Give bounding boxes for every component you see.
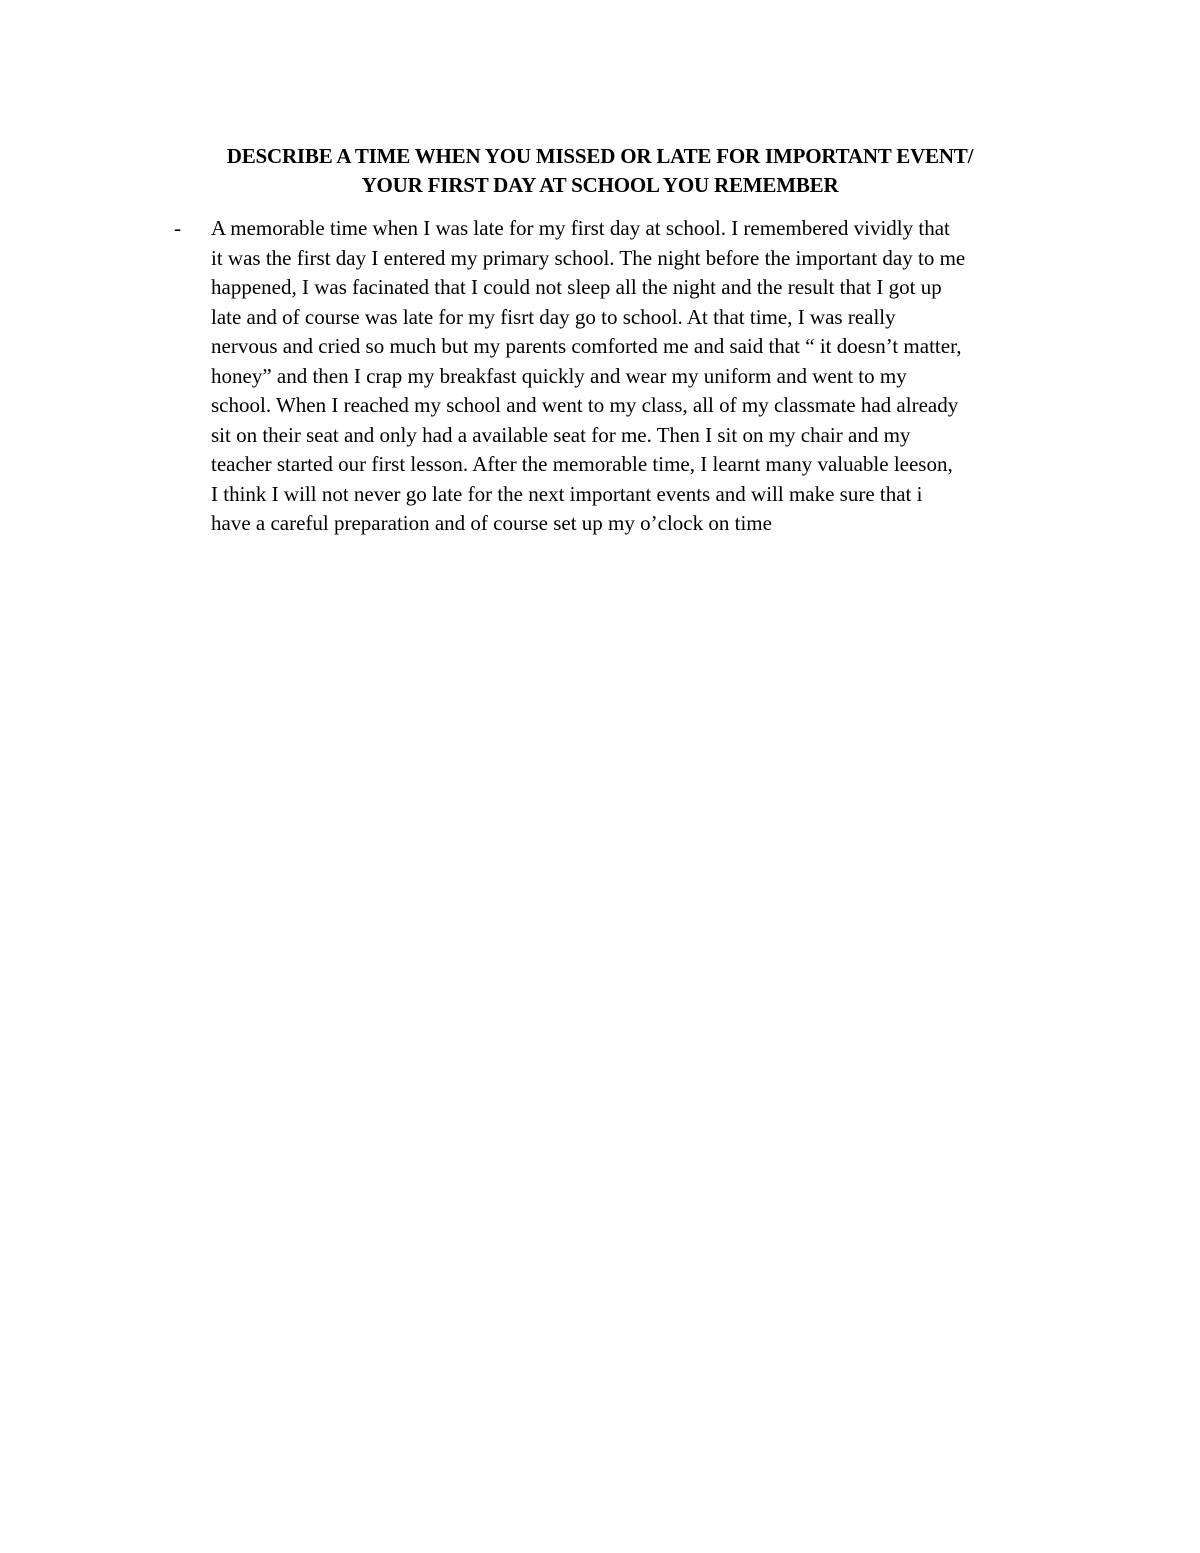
paragraph-line: sit on their seat and only had a available seat for me. Then I sit on my chair and my (211, 422, 911, 447)
paragraph-line: I think I will not never go late for the next important events and will make sure that i (211, 481, 923, 506)
title-line-2: YOUR FIRST DAY AT SCHOOL YOU REMEMBER (361, 173, 839, 197)
paragraph-line: it was the first day I entered my primary school. The night before the important day to me (211, 245, 966, 270)
paragraph-line: happened, I was facinated that I could not sleep all the night and the result that I got up (211, 275, 942, 299)
paragraph-line: school. When I reached my school and went to my class, all of my classmate had already (211, 393, 959, 417)
page-title (150, 142, 1050, 200)
paragraph-line: have a careful preparation and of course set up my o’clock on time (211, 511, 772, 535)
paragraph-line: A memorable time when I was late for my first day at school. I remembered vividly that (211, 216, 950, 240)
title-line-1: DESCRIBE A TIME WHEN YOU MISSED OR LATE FOR IMPORTANT EVENT/ (226, 144, 974, 168)
paragraph (211, 214, 1081, 539)
paragraph-line: late and of course was late for my fisrt day go to school. At that time, I was really (211, 304, 896, 329)
list-bullet: - (174, 216, 181, 240)
paragraph-line: honey” and then I crap my breakfast quickly and wear my uniform and went to my (211, 363, 907, 388)
paragraph-line: nervous and cried so much but my parents comforted me and said that “ it doesn’t matter, (211, 334, 962, 358)
paragraph-line: teacher started our first lesson. After the memorable time, I learnt many valuable leeson, (211, 452, 953, 476)
